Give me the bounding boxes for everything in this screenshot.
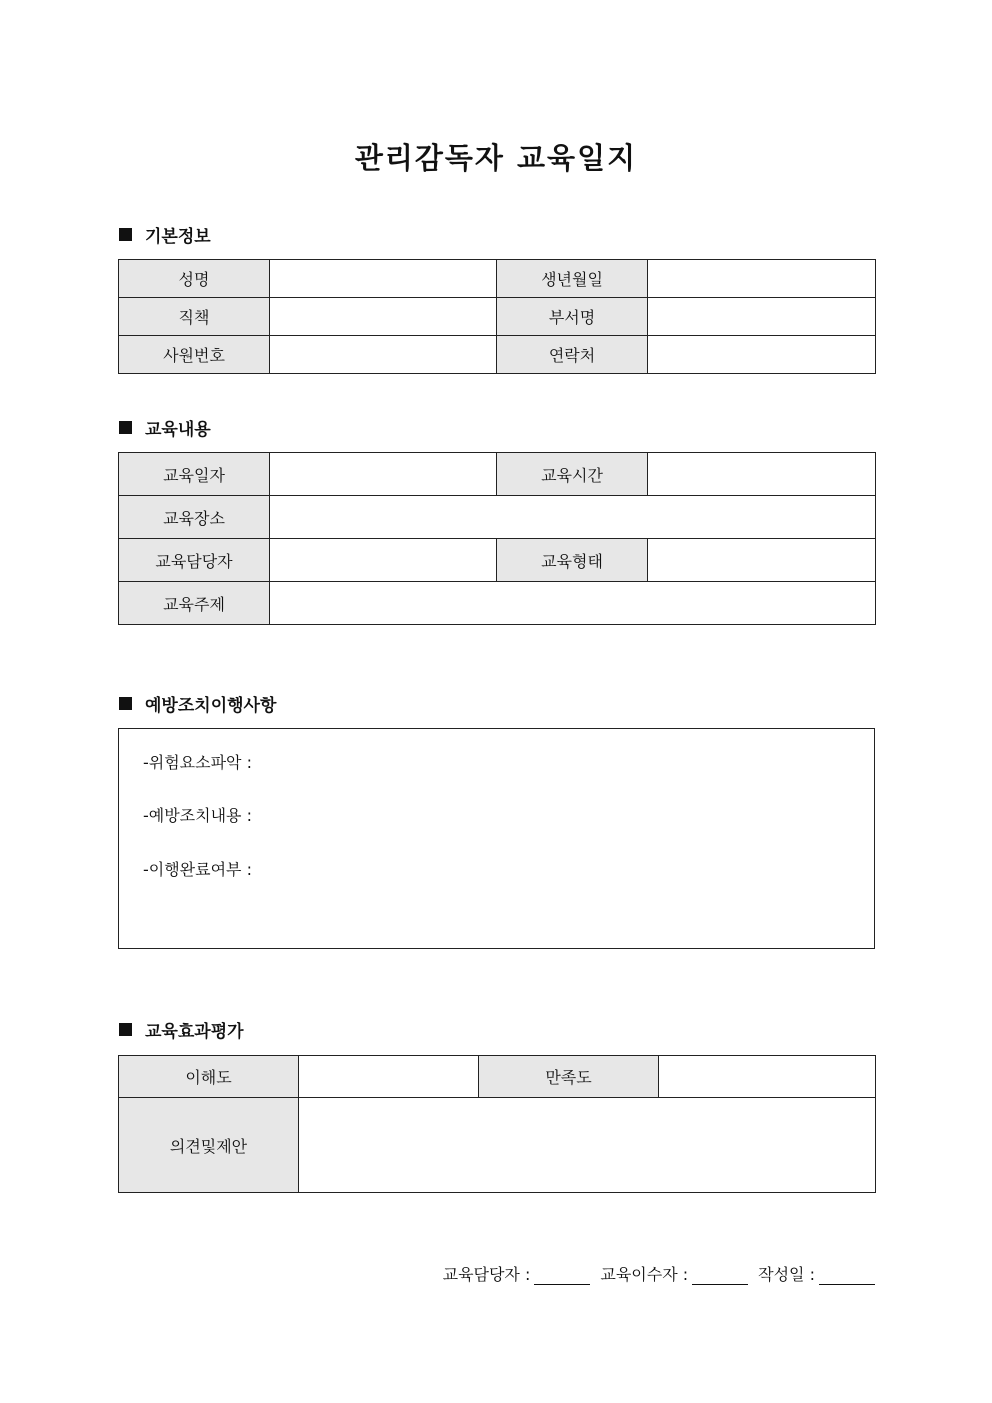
section-content-heading [119, 416, 211, 438]
edu-date-field[interactable] [270, 453, 497, 496]
employee-id-field[interactable] [270, 336, 497, 374]
understanding-field[interactable] [299, 1056, 479, 1098]
manager-signature-blank[interactable] [534, 1267, 590, 1285]
label-department: 부서명 [497, 298, 648, 336]
table-row [119, 582, 876, 625]
footer-trainee-label: 교육이수자 : [600, 1265, 689, 1284]
table-row [119, 260, 876, 298]
satisfaction-field[interactable] [659, 1056, 876, 1098]
edu-place-field[interactable] [270, 496, 876, 539]
prevention-box[interactable] [118, 728, 875, 949]
department-field[interactable] [648, 298, 876, 336]
page-title: 관리감독자 교육일지 [354, 141, 638, 175]
edu-topic-field[interactable] [270, 582, 876, 625]
label-edu-type: 교육형태 [497, 539, 648, 582]
label-contact: 연락처 [497, 336, 648, 374]
contact-field[interactable] [648, 336, 876, 374]
section-prevention-title: 예방조치이행사항 [145, 695, 277, 716]
label-edu-date: 교육일자 [119, 453, 270, 496]
label-position: 직책 [119, 298, 270, 336]
label-edu-manager: 교육담당자 [119, 539, 270, 582]
education-content-table [118, 452, 876, 625]
prevention-measure-line: -예방조치내용 : [143, 806, 252, 825]
square-bullet-icon [119, 228, 132, 241]
table-row [119, 336, 876, 374]
edu-type-field[interactable] [648, 539, 876, 582]
risk-identification-line: -위험요소파악 : [143, 753, 252, 772]
section-evaluation-heading [119, 1018, 244, 1040]
name-field[interactable] [270, 260, 497, 298]
footer-manager-label: 교육담당자 : [442, 1265, 531, 1284]
position-field[interactable] [270, 298, 497, 336]
square-bullet-icon [119, 421, 132, 434]
label-understanding: 이해도 [119, 1056, 299, 1098]
table-row [119, 298, 876, 336]
table-row [119, 453, 876, 496]
square-bullet-icon [119, 697, 132, 710]
birthdate-field[interactable] [648, 260, 876, 298]
completion-status-line: -이행완료여부 : [143, 860, 252, 879]
section-basic-heading [119, 223, 211, 245]
label-employee-id: 사원번호 [119, 336, 270, 374]
basic-info-table [118, 259, 876, 374]
table-row [119, 496, 876, 539]
table-row [119, 1098, 876, 1193]
trainee-signature-blank[interactable] [692, 1267, 748, 1285]
label-opinion: 의견및제안 [119, 1098, 299, 1193]
edu-manager-field[interactable] [270, 539, 497, 582]
footer-date-label: 작성일 : [758, 1265, 815, 1284]
evaluation-table [118, 1055, 876, 1193]
edu-time-field[interactable] [648, 453, 876, 496]
section-content-title: 교육내용 [145, 419, 211, 440]
signature-footer [443, 1262, 875, 1285]
label-satisfaction: 만족도 [479, 1056, 659, 1098]
table-row [119, 1056, 876, 1098]
label-birthdate: 생년월일 [497, 260, 648, 298]
square-bullet-icon [119, 1023, 132, 1036]
label-edu-time: 교육시간 [497, 453, 648, 496]
label-edu-place: 교육장소 [119, 496, 270, 539]
table-row [119, 539, 876, 582]
section-basic-title: 기본정보 [145, 226, 211, 247]
section-prevention-heading [119, 692, 276, 714]
section-evaluation-title: 교육효과평가 [145, 1021, 244, 1042]
date-blank[interactable] [819, 1267, 875, 1285]
label-edu-topic: 교육주제 [119, 582, 270, 625]
opinion-field[interactable] [299, 1098, 876, 1193]
label-name: 성명 [119, 260, 270, 298]
